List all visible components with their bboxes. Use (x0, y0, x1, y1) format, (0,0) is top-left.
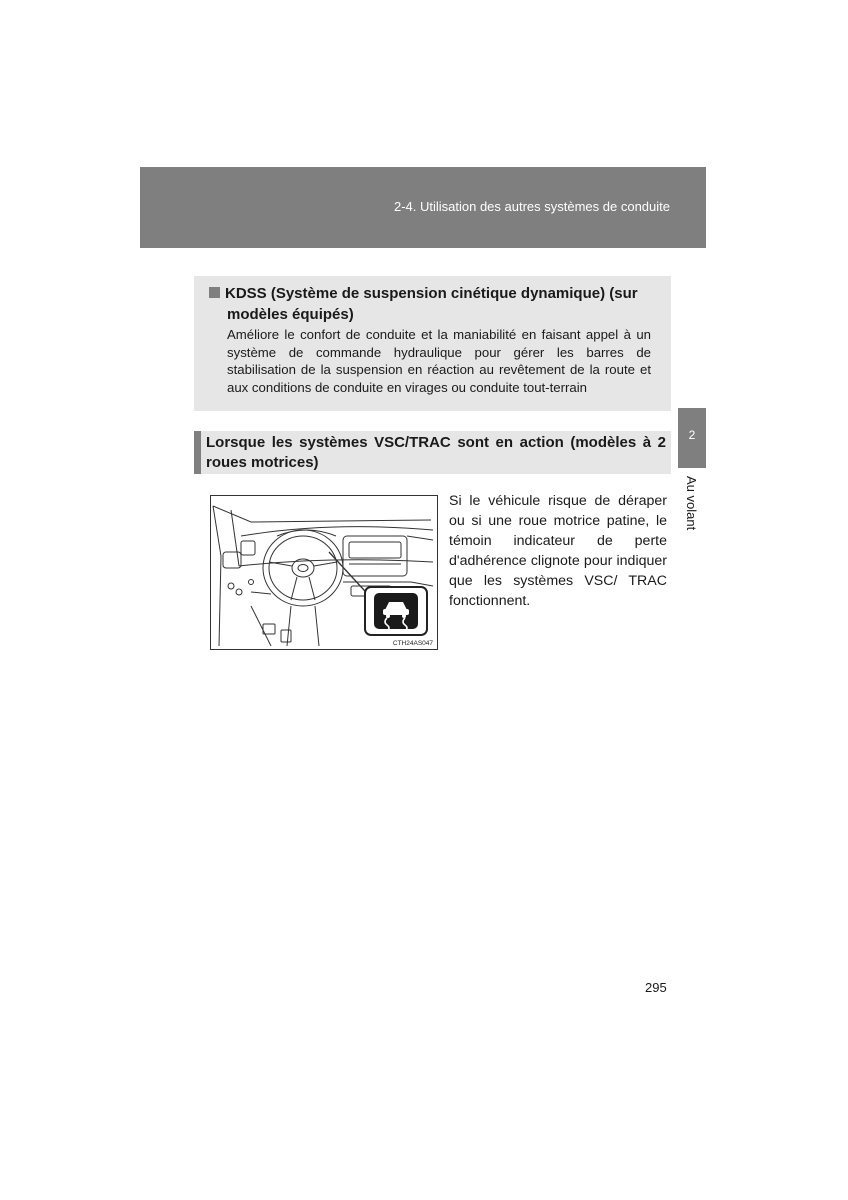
chapter-tab (678, 408, 706, 468)
chapter-tab-label: Au volant (684, 476, 699, 531)
section-heading (194, 431, 671, 474)
kdss-title (209, 283, 656, 325)
body-paragraph: Si le véhicule risque de déraper ou si une roue motrice patine, le témoin indicateur de perte d'adhérence clignote pour indiquer que les systèmes VSC/ TRAC fonctionnent. (449, 493, 667, 609)
figure-code: CTH24AS047 (392, 640, 433, 647)
section-heading-text: Lorsque les systèmes VSC/TRAC sont en action (modèles à 2 roues motrices) (206, 434, 666, 471)
page-number: 295 (645, 980, 667, 995)
kdss-title-line2: modèles équipés) (227, 306, 354, 323)
slip-indicator-icon (365, 587, 427, 635)
kdss-title-line1: KDSS (Système de suspension cinétique dynamique) (sur (225, 285, 638, 302)
chapter-header (140, 167, 706, 248)
dashboard-illustration (210, 495, 438, 650)
chapter-title: 2-4. Utilisation des autres systèmes de conduite (393, 199, 670, 214)
kdss-body: Améliore le confort de conduite et la maniabilité en faisant appel à un système de commande hydraulique pour gérer les barres de stabilisation de la suspension en réaction au revêtement de la route et aux conditions de conduite en virages ou conduite tout-terrain (227, 327, 651, 395)
square-bullet-icon (209, 287, 220, 298)
heading-accent-bar (194, 431, 201, 474)
chapter-tab-number: 2 (688, 428, 696, 442)
dashboard-drawing (211, 496, 437, 649)
kdss-info-box (194, 276, 671, 411)
